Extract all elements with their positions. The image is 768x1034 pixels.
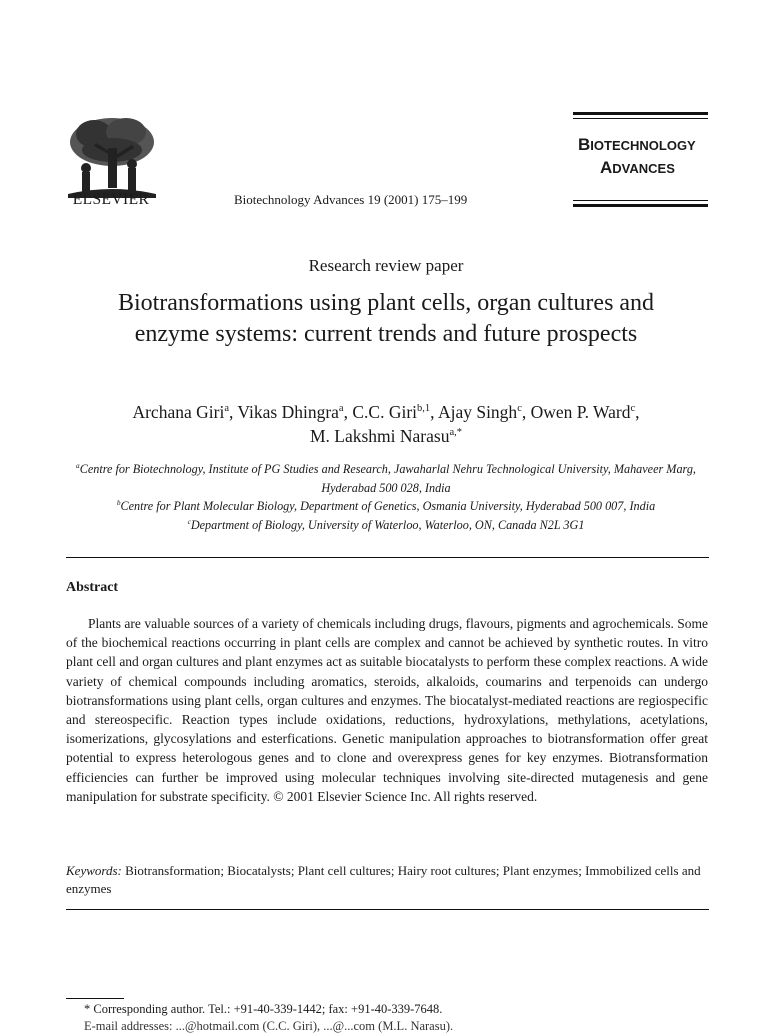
journal-citation: Biotechnology Advances 19 (2001) 175–199 (234, 192, 468, 207)
publisher-name: ELSEVIER (72, 191, 150, 208)
journal-rule (573, 118, 708, 119)
journal-name: BIOTECHNOLOGY ADVANCES (578, 135, 696, 177)
affiliation-mark: a (76, 460, 80, 470)
section-divider (66, 909, 709, 910)
abstract-body (66, 614, 708, 806)
paper-type: Research review paper (308, 256, 464, 275)
author (531, 402, 636, 422)
journal-rule (573, 112, 708, 115)
affiliation-mark: c (187, 516, 191, 526)
affiliation (60, 497, 712, 516)
keywords-label: Keywords: (66, 863, 122, 878)
affiliation-text: Centre for Plant Molecular Biology, Department of Genetics, Osmania University, Hyderabad 500 007, India (120, 499, 656, 513)
abstract-text: Plants are valuable sources of a variety of chemicals including drugs, flavours, pigments and agrochemicals. Some of the biochemical reactions occurring in plant cells are complex and cannot be achieved by synthetic routes. In vitro plant cell and organ cultures and plant enzymes act as suitable biocatalysts to perform these complex reactions. A wide variety of chemical compounds including aromatics, steroids, alkaloids, coumarins and terpenoids can undergo biotransformations using plant cells, organ cultures and enzymes. The biocatalyst-mediated reactions are regiospecific and stereospecific. Reaction types include oxidations, reductions, hydroxylations, methylations, acetylations, isomerizations, glycosylations and esterfications. Genetic manipulation approaches to biotransformation offer great potential to express heterologous genes and to clone and overexpress genes for key enzymes. Biotransformation efficiencies can further be improved using molecular techniques involving site-directed mutagenesis and gene manipulation for substrate specificity. © 2001 Elsevier Science Inc. All rights reserved. (66, 616, 708, 804)
affiliation (60, 516, 712, 535)
author-affiliation-mark: c (517, 403, 522, 415)
author-name: Owen P. Ward (530, 402, 631, 422)
author (132, 402, 229, 422)
affiliation-text: Centre for Biotechnology, Institute of PG Studies and Research, Jawaharlal Nehru Technological University, Mahaveer Marg, Hyderabad 500 028, India (79, 462, 696, 495)
affiliation-text: Department of Biology, University of Waterloo, Waterloo, ON, Canada N2L 3G1 (190, 517, 585, 532)
affiliation-mark: b (116, 497, 121, 507)
section-divider (66, 557, 709, 558)
author (352, 402, 430, 422)
author-list: Archana Giri$^a$, Vikas Dhingra$^a$, C.C. Giri$^{b,1}$, Ajay Singh$^c$, Owen P. Ward$^c$, M. Lakshmi Narasu$^{a,*}$ (132, 402, 640, 446)
author (310, 426, 462, 446)
author-affiliation-mark: a,* (449, 427, 463, 439)
paper-title: Biotransformations using plant cells, organ cultures and enzyme systems: current trends and future prospects (117, 290, 655, 347)
author-affiliation-mark: a (338, 403, 344, 415)
corresponding-author-footnote: * Corresponding author. Tel.: +91-40-339-1442; fax: +91-40-339-7648. (84, 1002, 443, 1016)
author-name: M. Lakshmi Narasu (309, 426, 450, 446)
keywords (66, 862, 708, 898)
author (237, 402, 343, 422)
author-name: Vikas Dhingra (237, 402, 339, 422)
author-affiliation-mark: a (224, 403, 229, 415)
author-name: Ajay Singh (437, 402, 518, 422)
author-name: Archana Giri (132, 402, 225, 422)
author-affiliation-mark: c (630, 403, 636, 415)
author-affiliation-mark: b,1 (417, 403, 431, 415)
author (438, 402, 522, 422)
footnote-rule (66, 998, 124, 999)
author-name: C.C. Giri (352, 402, 418, 422)
email-footnote: E-mail addresses: ...@hotmail.com (C.C. Giri), ...@...com (M.L. Narasu). (84, 1019, 454, 1033)
journal-rule (573, 200, 708, 201)
keywords-text: Biotransformation; Biocatalysts; Plant cell cultures; Hairy root cultures; Plant enzymes; Immobilized cells and enzymes (66, 863, 701, 896)
journal-rule (573, 204, 708, 207)
affiliation (60, 460, 712, 497)
affiliation-list (60, 460, 712, 534)
abstract-heading: Abstract (66, 580, 119, 595)
